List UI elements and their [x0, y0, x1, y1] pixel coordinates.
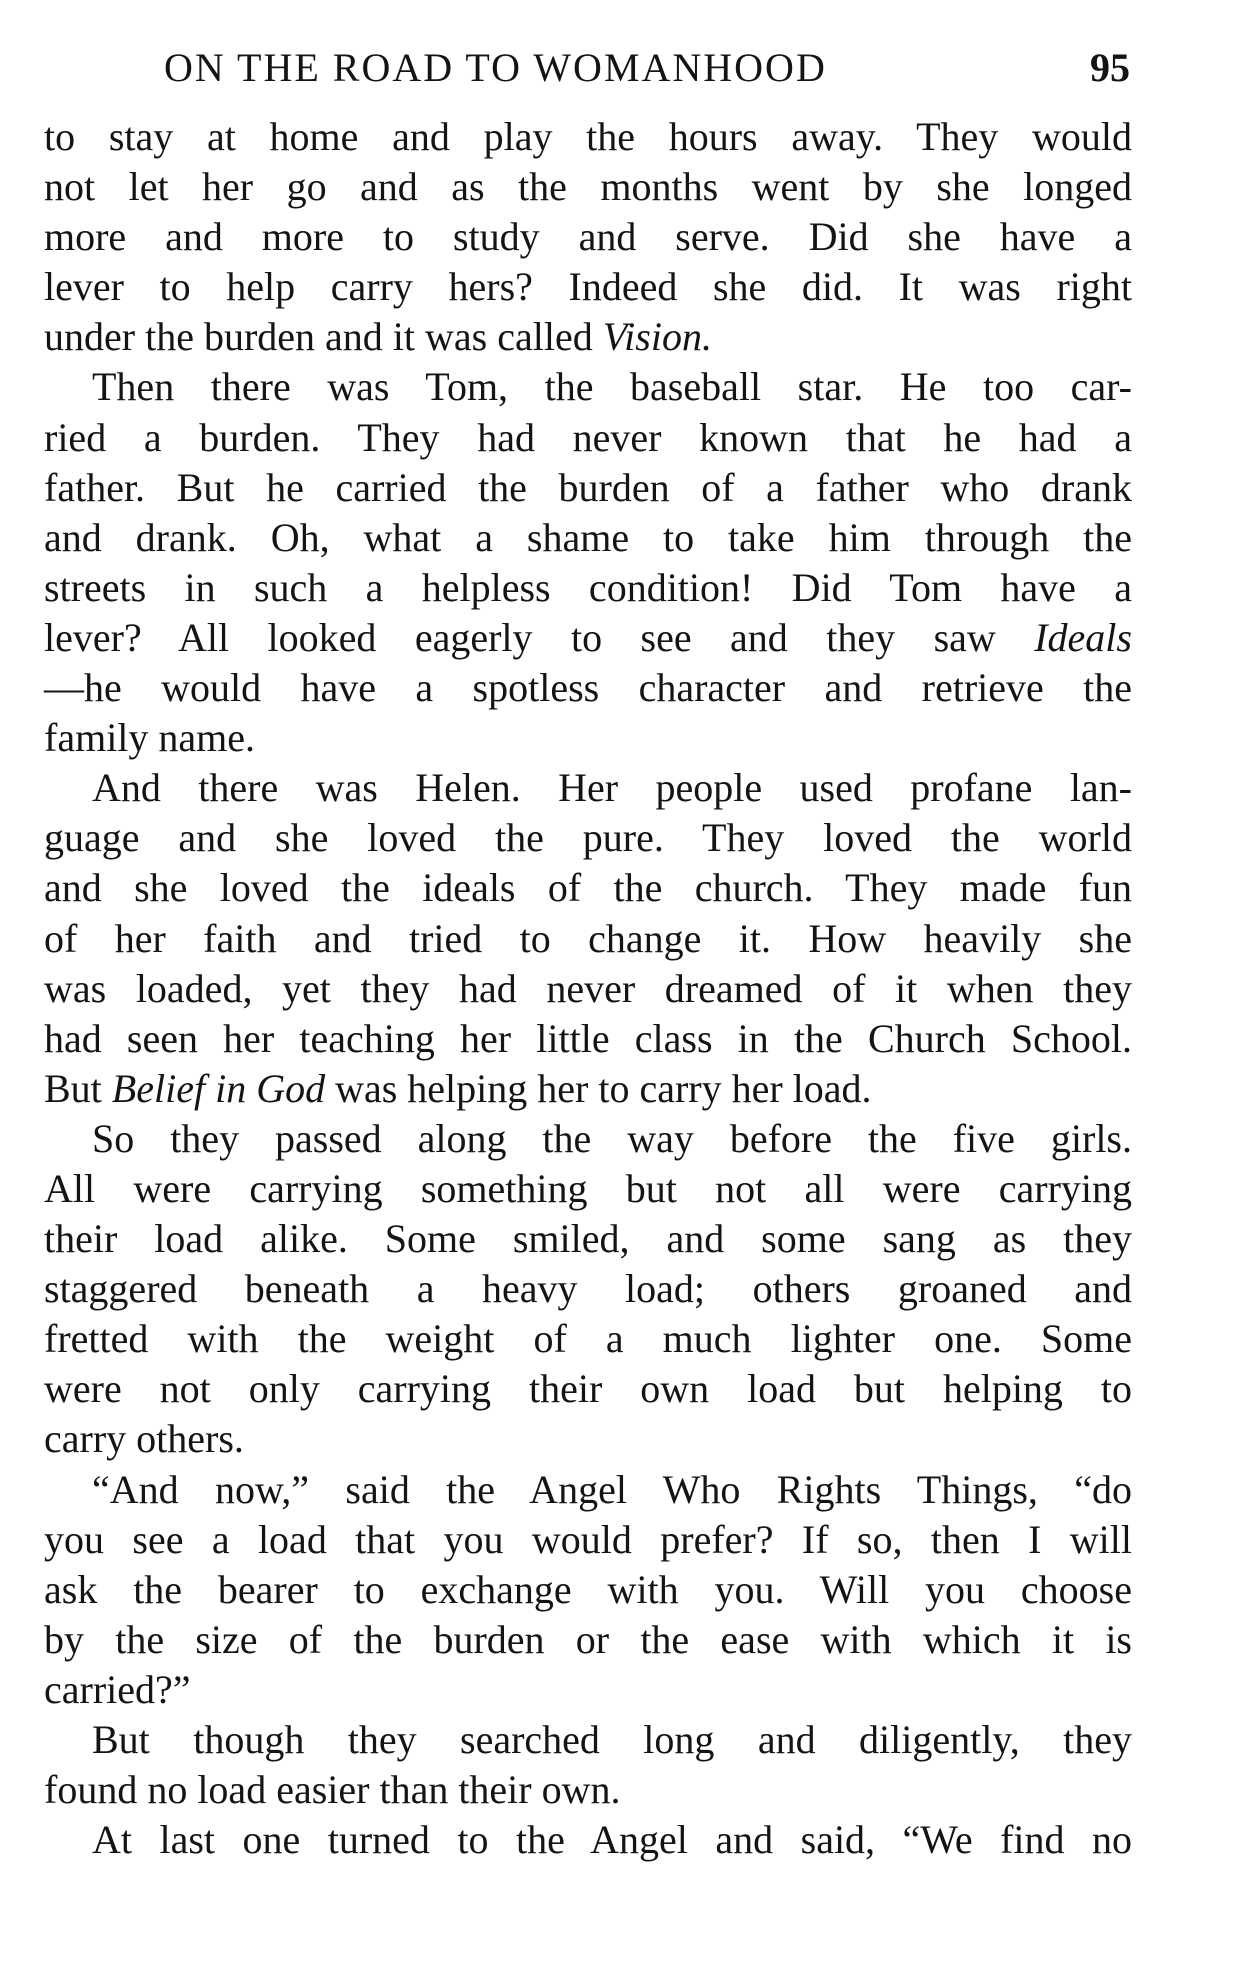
text-line: [44, 1615, 1132, 1665]
text-line: [44, 513, 1132, 563]
text-line: [44, 112, 1132, 162]
body-text: [44, 112, 1132, 1865]
text-line: [44, 212, 1132, 262]
text-line: [44, 813, 1132, 863]
italic-text: Ideals: [1034, 614, 1132, 660]
text-line: [44, 1064, 1132, 1114]
paragraph: [44, 1715, 1132, 1815]
paragraph: [44, 112, 1132, 362]
text-line: [44, 262, 1132, 312]
text-run: father. But he carried the burden of a father who drank: [44, 464, 1132, 510]
text-run: All were carrying something but not all were carrying: [44, 1165, 1132, 1211]
text-line: [44, 1264, 1132, 1314]
text-run: —he would have a spotless character and retrieve the: [44, 665, 1132, 711]
text-run: But though they searched long and diligently, they: [92, 1717, 1132, 1762]
text-line: [44, 1364, 1132, 1414]
text-run: you see a load that you would prefer? If so, then I will: [44, 1516, 1132, 1562]
text-run: of her faith and tried to change it. How heavily she: [44, 915, 1132, 961]
italic-text: Vision.: [602, 314, 712, 360]
text-line: [44, 1014, 1132, 1064]
text-run: not let her go and as the months went by she longed: [44, 164, 1132, 210]
text-line: [44, 413, 1132, 463]
text-run: And there was Helen. Her people used profane lan-: [92, 765, 1132, 811]
text-line: [44, 1815, 1132, 1865]
text-run: Then there was Tom, the baseball star. He too car-: [92, 364, 1132, 410]
paragraph: [44, 362, 1132, 763]
text-line: [44, 964, 1132, 1014]
text-run: to stay at home and play the hours away. They would: [44, 114, 1132, 159]
text-line: [44, 1715, 1132, 1765]
text-run: more and more to study and serve. Did she have a: [44, 214, 1132, 260]
paragraph: [44, 1465, 1132, 1715]
text-line: [44, 162, 1132, 212]
text-run: But: [44, 1065, 112, 1111]
text-line: [44, 1114, 1132, 1164]
text-line: [44, 613, 1132, 663]
text-line: [44, 713, 1132, 763]
text-line: [44, 914, 1132, 964]
text-line: [44, 463, 1132, 513]
text-run: lever to help carry hers? Indeed she did. It was right: [44, 264, 1132, 310]
text-run: fretted with the weight of a much lighter one. Some: [44, 1316, 1132, 1362]
text-line: [44, 362, 1132, 412]
text-line: [44, 1414, 1132, 1464]
text-line: [44, 1515, 1132, 1565]
text-run: by the size of the burden or the ease with which it is: [44, 1616, 1132, 1662]
text-run: At last one turned to the Angel and said, “We find no: [92, 1817, 1132, 1863]
text-run: carry others.: [44, 1416, 244, 1462]
italic-text: Belief in God: [111, 1065, 326, 1111]
text-run: ried a burden. They had never known that he had a: [44, 414, 1132, 460]
text-run: guage and she loved the pure. They loved the world: [44, 815, 1132, 861]
text-line: [44, 1565, 1132, 1615]
text-run: So they passed along the way before the five girls.: [92, 1115, 1132, 1161]
text-run: their load alike. Some smiled, and some sang as they: [44, 1216, 1132, 1262]
text-run: found no load easier than their own.: [44, 1767, 621, 1813]
text-line: [44, 1765, 1132, 1815]
text-run: had seen her teaching her little class in the Church School.: [44, 1015, 1132, 1061]
text-run: and drank. Oh, what a shame to take him through the: [44, 514, 1132, 560]
text-run: streets in such a helpless condition! Did Tom have a: [44, 564, 1132, 610]
page-number: 95: [1090, 45, 1130, 90]
text-run: staggered beneath a heavy load; others groaned and: [44, 1266, 1132, 1312]
text-line: [44, 312, 1132, 362]
text-line: [44, 1214, 1132, 1264]
text-line: [44, 1164, 1132, 1214]
text-run: under the burden and it was called: [44, 314, 603, 360]
text-line: [44, 1665, 1132, 1715]
paragraph: [44, 1114, 1132, 1465]
running-title: ON THE ROAD TO WOMANHOOD: [164, 45, 827, 90]
text-line: [44, 763, 1132, 813]
running-head: [44, 40, 1132, 96]
text-run: carried?”: [44, 1666, 191, 1712]
text-run: was helping her to carry her load.: [325, 1065, 872, 1111]
text-run: and she loved the ideals of the church. They made fun: [44, 865, 1132, 911]
text-run: “And now,” said the Angel Who Rights Things, “do: [92, 1466, 1132, 1512]
text-run: was loaded, yet they had never dreamed of it when they: [44, 965, 1132, 1011]
text-run: lever? All looked eagerly to see and they saw: [44, 614, 1035, 660]
text-run: were not only carrying their own load but helping to: [44, 1366, 1132, 1412]
text-run: ask the bearer to exchange with you. Will you choose: [44, 1566, 1132, 1612]
text-line: [44, 863, 1132, 913]
text-line: [44, 563, 1132, 613]
paragraph: [44, 1815, 1132, 1865]
text-run: family name.: [44, 715, 256, 761]
text-line: [44, 1314, 1132, 1364]
text-line: [44, 663, 1132, 713]
paragraph: [44, 763, 1132, 1114]
text-line: [44, 1465, 1132, 1515]
